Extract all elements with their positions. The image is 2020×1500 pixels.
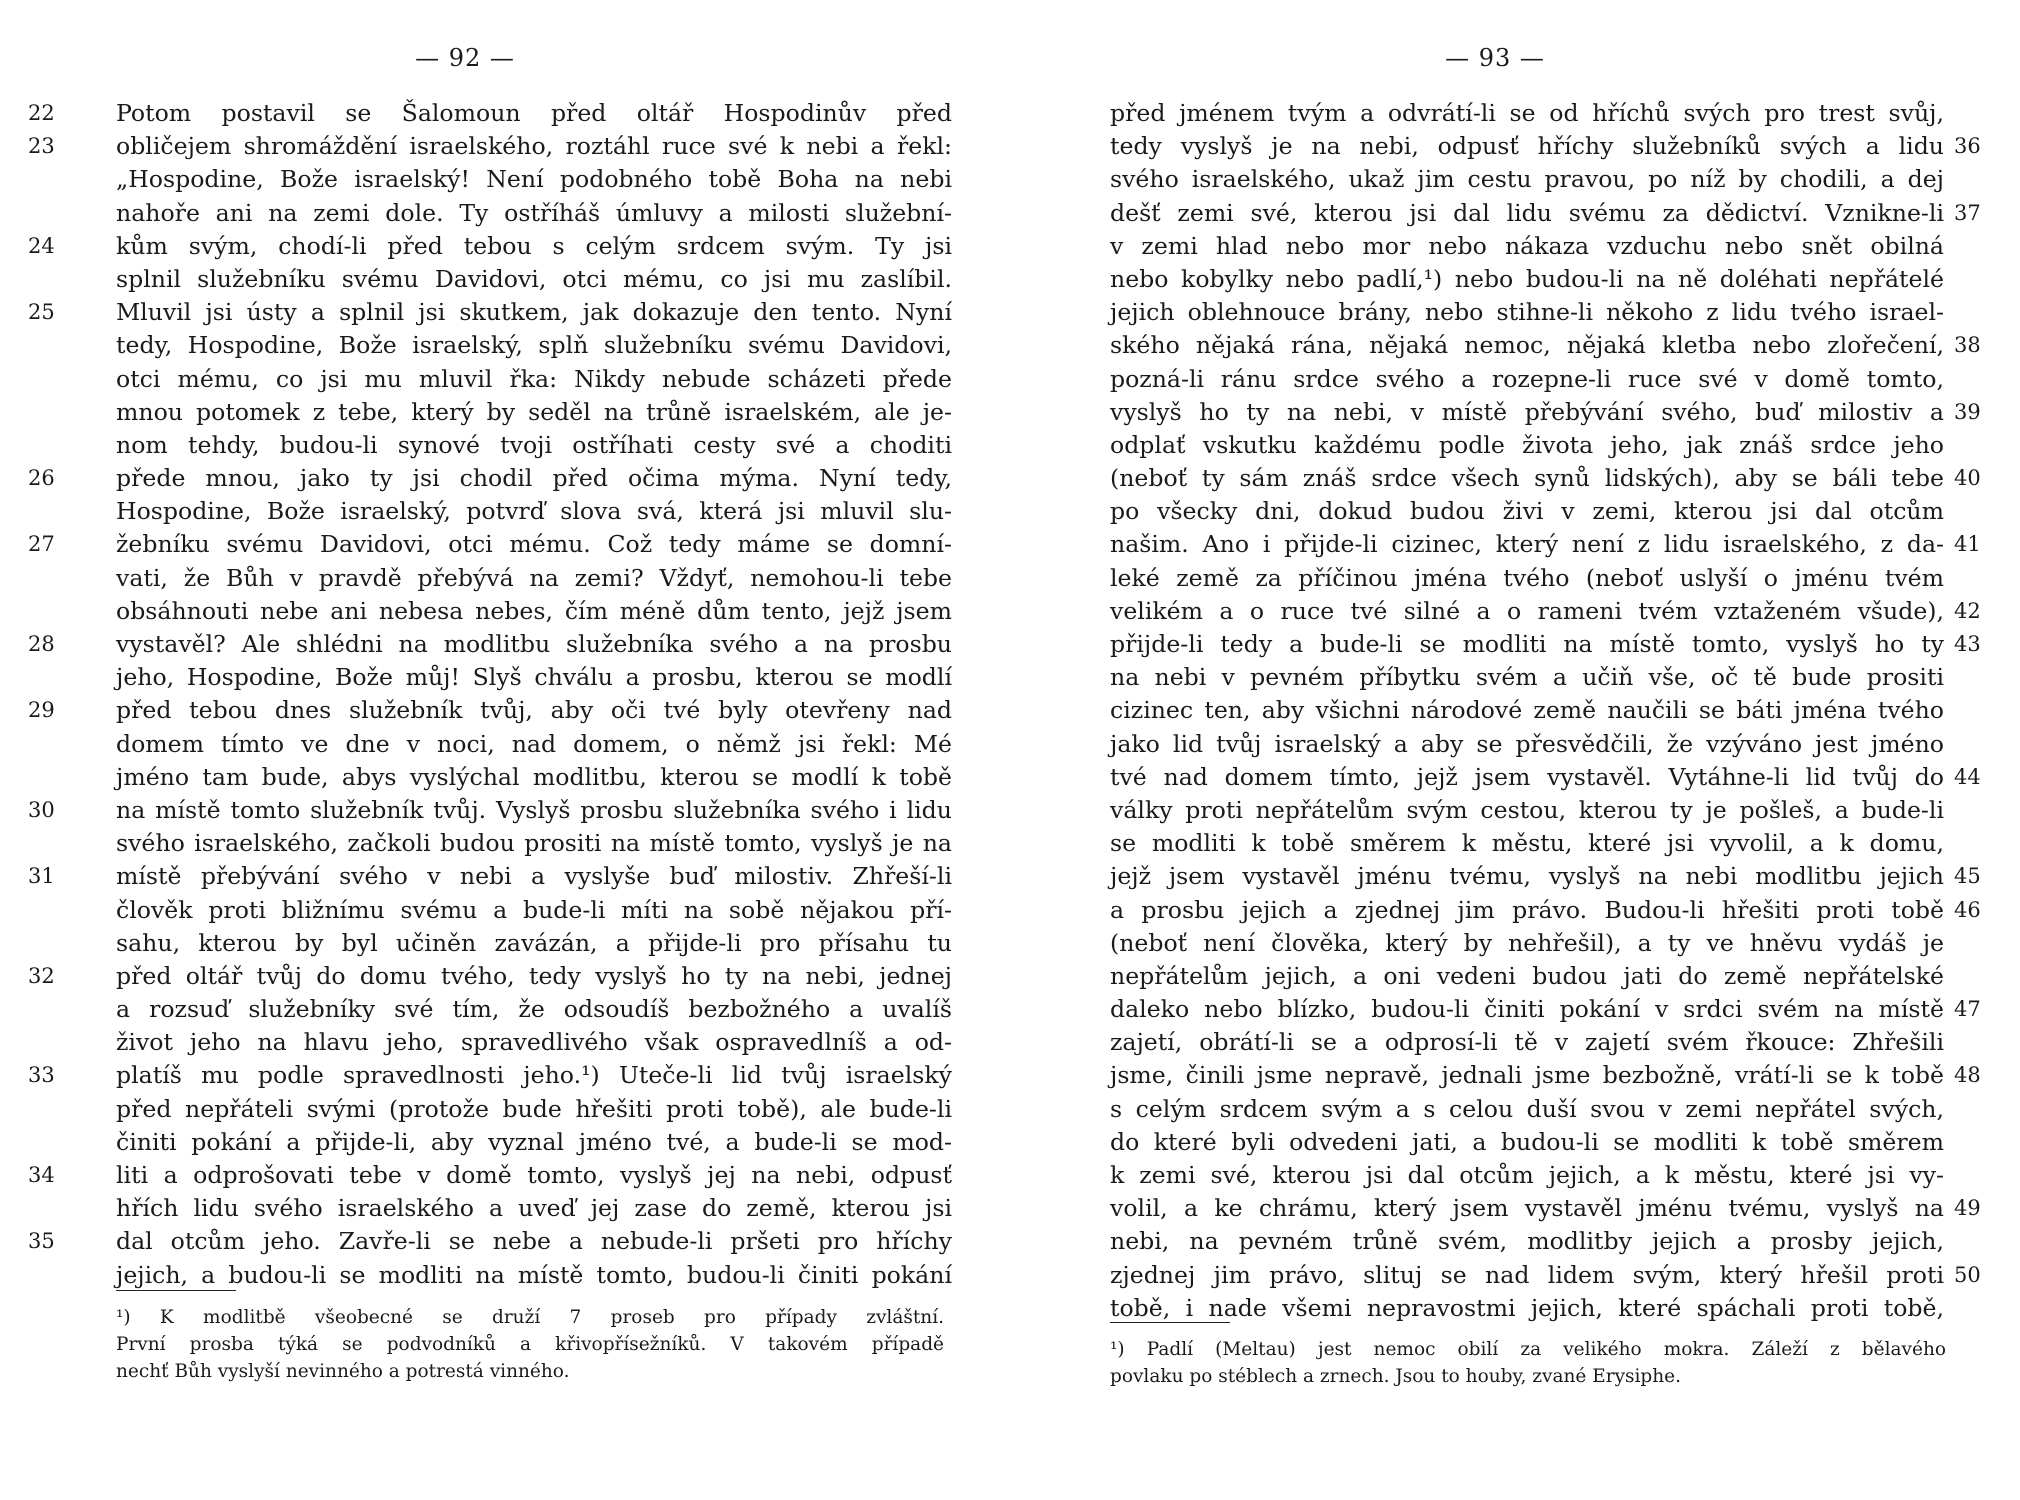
text-line xyxy=(28,728,954,761)
line-text: nahoře ani na zemi dole. Ty ostříháš úmluvy a milosti služební- xyxy=(116,198,952,227)
line-text: se modliti k tobě směrem k městu, které jsi vyvolil, a k domu, xyxy=(1110,829,1944,858)
text-line xyxy=(1088,927,2018,960)
line-text: jako lid tvůj israelský a aby se přesvědčili, že vzýváno jest jméno xyxy=(1110,729,1944,758)
text-line xyxy=(1088,1059,2018,1092)
line-text: život jeho na hlavu jeho, spravedlivého však ospravedlníš a od- xyxy=(116,1028,952,1057)
text-line xyxy=(1088,1126,2018,1159)
line-text: otci mému, co jsi mu mluvil řka: Nikdy nebude scházeti přede xyxy=(116,364,952,393)
verse-number: 27 xyxy=(28,532,55,557)
line-text: nepřátelům jejich, a oni vedeni budou jati do země nepřátelské xyxy=(1110,961,1944,990)
text-line xyxy=(1088,495,2018,528)
page-number: — 92 — xyxy=(415,44,515,72)
text-line xyxy=(28,197,954,230)
line-text: obličejem shromáždění israelského, roztáhl ruce své k nebi a řekl: xyxy=(116,132,952,161)
text-line xyxy=(1088,97,2018,130)
line-text: jeho, Hospodine, Bože můj! Slyš chválu a prosbu, kterou se modlí xyxy=(116,663,952,692)
line-text: liti a odprošovati tebe v domě tomto, vyslyš jej na nebi, odpusť xyxy=(116,1161,952,1189)
line-text: ského nějaká rána, nějaká nemoc, nějaká kletba nebo zlořečení, xyxy=(1110,331,1944,360)
body-text xyxy=(1088,97,2018,1325)
text-line xyxy=(28,827,954,860)
text-line xyxy=(1088,528,2018,561)
text-line xyxy=(1088,894,2018,927)
text-line xyxy=(28,1059,954,1092)
right-page xyxy=(1010,0,2020,1500)
text-line xyxy=(28,230,954,263)
line-text: dešť zemi své, kterou jsi dal lidu svému za dědictví. Vznikne-li xyxy=(1110,198,1944,227)
verse-number: 48 xyxy=(1954,1063,1981,1088)
verse-number: 22 xyxy=(28,101,55,125)
text-line xyxy=(28,1126,954,1159)
verse-number: 47 xyxy=(1954,997,1981,1022)
line-text: před tebou dnes služebník tvůj, aby oči tvé byly otevřeny nad xyxy=(116,696,952,725)
text-line xyxy=(1088,429,2018,462)
line-text: jejich, a budou-li se modliti na místě tomto, budou-li činiti pokání xyxy=(116,1260,952,1289)
verse-number: 32 xyxy=(28,963,55,988)
text-line xyxy=(1088,628,2018,661)
line-text: tvé nad domem tímto, jejž jsem vystavěl. Vytáhne-li lid tvůj do xyxy=(1110,762,1944,791)
verse-number: 30 xyxy=(28,797,55,822)
text-line xyxy=(1088,661,2018,694)
line-text: dal otcům jeho. Zavře-li se nebe a nebude-li pršeti pro hříchy xyxy=(116,1227,952,1256)
text-line xyxy=(1088,263,2018,296)
line-text: nebo kobylky nebo padlí,¹) nebo budou-li na ně doléhati nepřátelé xyxy=(1110,264,1944,293)
text-line xyxy=(28,761,954,794)
text-line xyxy=(28,562,954,595)
text-line xyxy=(28,1259,954,1292)
verse-number: 24 xyxy=(28,233,55,258)
text-line xyxy=(28,927,954,960)
line-text: zjednej jim právo, slituj se nad lidem svým, který hřešil proti xyxy=(1110,1260,1944,1289)
line-text: tedy vyslyš je na nebi, odpusť hříchy služebníků svých a lidu xyxy=(1110,132,1944,161)
text-line xyxy=(28,363,954,396)
line-text: na místě tomto služebník tvůj. Vyslyš prosbu služebníka svého i lidu xyxy=(116,795,952,824)
line-text: Potom postavil se Šalomoun před oltář Hospodinův před xyxy=(116,99,952,127)
text-line xyxy=(1088,1259,2018,1292)
text-line xyxy=(1088,794,2018,827)
text-line xyxy=(28,130,954,163)
line-text: nebi, na pevném trůně svém, modlitby jejich a prosby jejich, xyxy=(1110,1227,1944,1256)
text-line xyxy=(28,993,954,1026)
text-line xyxy=(1088,1225,2018,1258)
text-line xyxy=(1088,562,2018,595)
line-text: války proti nepřátelům svým cestou, kterou ty je pošleš, a bude-li xyxy=(1110,795,1944,824)
line-text: po všecky dni, dokud budou živi v zemi, kterou jsi dal otcům xyxy=(1110,497,1944,526)
line-text: nom tehdy, budou-li synové tvoji ostříhati cesty své a choditi xyxy=(116,430,952,459)
text-line xyxy=(28,396,954,429)
text-line xyxy=(1088,761,2018,794)
text-line xyxy=(28,960,954,993)
line-text: leké země za příčinou jména tvého (neboť uslyší o jménu tvém xyxy=(1110,563,1944,592)
verse-number: 23 xyxy=(28,134,55,159)
verse-number: 28 xyxy=(28,632,55,656)
footnote-rule xyxy=(1110,1322,1230,1323)
verse-number: 49 xyxy=(1954,1196,1981,1221)
line-text: přede mnou, jako ty jsi chodil před očima mýma. Nyní tedy, xyxy=(116,464,952,493)
line-text: místě přebývání svého v nebi a vyslyše buď milostiv. Zhřeší-li xyxy=(116,862,952,891)
verse-number: 50 xyxy=(1954,1262,1981,1287)
line-text: vati, že Bůh v pravdě přebývá na zemi? Vždyť, nemohou-li tebe xyxy=(116,563,952,592)
line-text: domem tímto ve dne v noci, nad domem, o němž jsi řekl: Mé xyxy=(116,729,952,758)
line-text: velikém a o ruce tvé silné a o rameni tvém vztaženém všude), xyxy=(1110,596,1944,625)
text-line xyxy=(28,263,954,296)
line-text: Hospodine, Bože israelský, potvrď slova svá, která jsi mluvil slu- xyxy=(116,497,952,526)
line-text: vyslyš ho ty na nebi, v místě přebývání svého, buď milostiv a xyxy=(1110,397,1944,426)
text-line xyxy=(28,528,954,561)
line-text: svého israelského, ukaž jim cestu pravou, po níž by chodili, a dej xyxy=(1110,165,1944,194)
verse-number: 26 xyxy=(28,466,55,491)
text-line xyxy=(28,1159,954,1192)
text-line xyxy=(28,1026,954,1059)
verse-number: 36 xyxy=(1954,134,1981,159)
text-line xyxy=(1088,1093,2018,1126)
text-line xyxy=(1088,130,2018,163)
text-line xyxy=(28,794,954,827)
verse-number: 46 xyxy=(1954,897,1981,922)
text-line xyxy=(28,296,954,329)
text-line xyxy=(28,163,954,196)
text-line xyxy=(1088,827,2018,860)
line-text: platíš mu podle spravedlnosti jeho.¹) Uteče-li lid tvůj israelský xyxy=(116,1061,952,1090)
text-line xyxy=(1088,1292,2018,1325)
text-line xyxy=(28,661,954,694)
line-text: sahu, kterou by byl učiněn zavázán, a přijde-li pro přísahu tu xyxy=(116,928,952,957)
footnote xyxy=(116,1304,944,1385)
text-line xyxy=(28,595,954,628)
line-text: před jménem tvým a odvrátí-li se od hříchů svých pro trest svůj, xyxy=(1110,99,1944,127)
line-text: před nepřáteli svými (protože bude hřešiti proti tobě), ale bude-li xyxy=(116,1094,952,1123)
text-line xyxy=(1088,728,2018,761)
line-text: svého israelského, začkoli budou prositi na místě tomto, vyslyš je na xyxy=(116,829,952,858)
line-text: přijde-li tedy a bude-li se modliti na místě tomto, vyslyš ho ty xyxy=(1110,630,1944,658)
line-text: člověk proti bližnímu svému a bude-li míti na sobě nějakou pří- xyxy=(116,895,952,924)
line-text: splnil služebníku svému Davidovi, otci mému, co jsi mu zaslíbil. xyxy=(116,264,952,293)
line-text: žebníku svému Davidovi, otci mému. Což tedy máme se domní- xyxy=(116,530,952,559)
line-text: a rozsuď služebníky své tím, že odsoudíš bezbožného a uvalíš xyxy=(116,995,952,1024)
footnote-line: ¹) K modlitbě všeobecné se druží 7 proseb pro případy zvláštní. xyxy=(116,1307,944,1328)
line-text: mnou potomek z tebe, který by seděl na trůně israelském, ale je- xyxy=(116,397,952,426)
text-line xyxy=(1088,230,2018,263)
line-text: k zemi své, kterou jsi dal otcům jejich, a k městu, které jsi vy- xyxy=(1110,1161,1944,1189)
text-line xyxy=(28,1093,954,1126)
verse-number: 43 xyxy=(1954,632,1981,656)
verse-number: 40 xyxy=(1954,466,1981,491)
verse-number: 25 xyxy=(28,300,55,325)
line-text: kům svým, chodí-li před tebou s celým srdcem svým. Ty jsi xyxy=(116,231,952,260)
verse-number: 29 xyxy=(28,698,55,723)
text-line xyxy=(28,860,954,893)
text-line xyxy=(1088,860,2018,893)
line-text: v zemi hlad nebo mor nebo nákaza vzduchu nebo snět obilná xyxy=(1110,231,1944,260)
line-text: odplať vskutku každému podle života jeho, jak znáš srdce jeho xyxy=(1110,430,1944,459)
text-line xyxy=(1088,329,2018,362)
footnote-rule xyxy=(116,1290,236,1291)
footnote-line: povlaku po stéblech a zrnech. Jsou to houby, zvané Erysiphe. xyxy=(1110,1366,1682,1387)
line-text: jejich oblehnouce brány, nebo stihne-li někoho z lidu tvého israel- xyxy=(1110,298,1944,327)
line-text: činiti pokání a přijde-li, aby vyznal jméno tvé, a bude-li se mod- xyxy=(116,1127,952,1156)
text-line xyxy=(1088,363,2018,396)
line-text: vystavěl? Ale shlédni na modlitbu služebníka svého a na prosbu xyxy=(116,630,952,658)
line-text: daleko nebo blízko, budou-li činiti pokání v srdci svém na místě xyxy=(1110,995,1944,1024)
line-text: cizinec ten, aby všichni národové země naučili se báti jména tvého xyxy=(1110,696,1944,725)
line-text: s celým srdcem svým a s celou duší svou v zemi nepřátel svých, xyxy=(1110,1094,1944,1123)
verse-number: 35 xyxy=(28,1229,55,1254)
text-line xyxy=(1088,462,2018,495)
text-line xyxy=(1088,296,2018,329)
text-line xyxy=(1088,694,2018,727)
line-text: (neboť ty sám znáš srdce všech synů lidských), aby se báli tebe xyxy=(1110,464,1944,493)
verse-number: 38 xyxy=(1954,333,1981,358)
line-text: pozná-li ránu srdce svého a rozepne-li ruce své v domě tomto, xyxy=(1110,364,1944,393)
footnote-line: První prosba týká se podvodníků a křivopřísežníků. V takovém případě xyxy=(116,1334,944,1355)
text-line xyxy=(1088,1159,2018,1192)
text-line xyxy=(28,329,954,362)
footnote xyxy=(1110,1336,1946,1390)
line-text: jsme, činili jsme nepravě, jednali jsme bezbožně, vrátí-li se k tobě xyxy=(1110,1061,1944,1090)
verse-number: 37 xyxy=(1954,200,1981,225)
text-line xyxy=(1088,163,2018,196)
verse-number: 34 xyxy=(28,1163,55,1187)
text-line xyxy=(1088,595,2018,628)
line-text: našim. Ano i přijde-li cizinec, který není z lidu israelského, z da- xyxy=(1110,530,1944,559)
line-text: před oltář tvůj do domu tvého, tedy vyslyš ho ty na nebi, jednej xyxy=(116,961,952,990)
footnote-line: nechť Bůh vyslyší nevinného a potrestá vinného. xyxy=(116,1361,570,1382)
line-text: hřích lidu svého israelského a uveď jej zase do země, kterou jsi xyxy=(116,1194,952,1223)
verse-number: 42 xyxy=(1954,598,1981,623)
text-line xyxy=(1088,993,2018,1026)
footnote-line: ¹) Padlí (Meltau) jest nemoc obilí za velikého mokra. Záleží z bělavého xyxy=(1110,1339,1946,1360)
text-line xyxy=(1088,197,2018,230)
verse-number: 33 xyxy=(28,1063,55,1088)
line-text: jejž jsem vystavěl jménu tvému, vyslyš na nebi modlitbu jejich xyxy=(1110,862,1944,891)
line-text: Mluvil jsi ústy a splnil jsi skutkem, jak dokazuje den tento. Nyní xyxy=(116,298,952,327)
line-text: tedy, Hospodine, Bože israelský, splň služebníku svému Davidovi, xyxy=(116,331,952,360)
line-text: zajetí, obrátí-li se a odprosí-li tě v zajetí svém řkouce: Zhřešili xyxy=(1110,1028,1944,1057)
text-line xyxy=(28,429,954,462)
text-line xyxy=(1088,396,2018,429)
line-text: „Hospodine, Bože israelský! Není podobného tobě Boha na nebi xyxy=(116,165,952,194)
verse-number: 31 xyxy=(28,864,55,889)
line-text: volil, a ke chrámu, který jsem vystavěl jménu tvému, vyslyš na xyxy=(1110,1194,1944,1223)
text-line xyxy=(28,1225,954,1258)
verse-number: 44 xyxy=(1954,764,1981,789)
verse-number: 39 xyxy=(1954,399,1981,424)
line-text: obsáhnouti nebe ani nebesa nebes, čím méně dům tento, jejž jsem xyxy=(116,596,952,625)
line-text: (neboť není člověka, který by nehřešil), a ty ve hněvu vydáš je xyxy=(1110,928,1944,957)
line-text: na nebi v pevném příbytku svém a učiň vše, oč tě bude prositi xyxy=(1110,663,1944,692)
line-text: jméno tam bude, abys vyslýchal modlitbu, kterou se modlí k tobě xyxy=(116,762,952,791)
text-line xyxy=(28,894,954,927)
text-line xyxy=(1088,1026,2018,1059)
text-line xyxy=(28,628,954,661)
verse-number: 41 xyxy=(1954,532,1981,557)
text-line xyxy=(28,97,954,130)
line-text: tobě, i nade všemi nepravostmi jejich, které spáchali proti tobě, xyxy=(1110,1293,1944,1322)
verse-number: 45 xyxy=(1954,864,1981,889)
page-number: — 93 — xyxy=(1445,44,1545,72)
text-line xyxy=(28,1192,954,1225)
text-line xyxy=(1088,1192,2018,1225)
body-text xyxy=(28,97,954,1292)
text-line xyxy=(28,462,954,495)
line-text: do které byli odvedeni jati, a budou-li se modliti k tobě směrem xyxy=(1110,1127,1944,1156)
line-text: a prosbu jejich a zjednej jim právo. Budou-li hřešiti proti tobě xyxy=(1110,895,1944,924)
text-line xyxy=(1088,960,2018,993)
text-line xyxy=(28,694,954,727)
text-line xyxy=(28,495,954,528)
